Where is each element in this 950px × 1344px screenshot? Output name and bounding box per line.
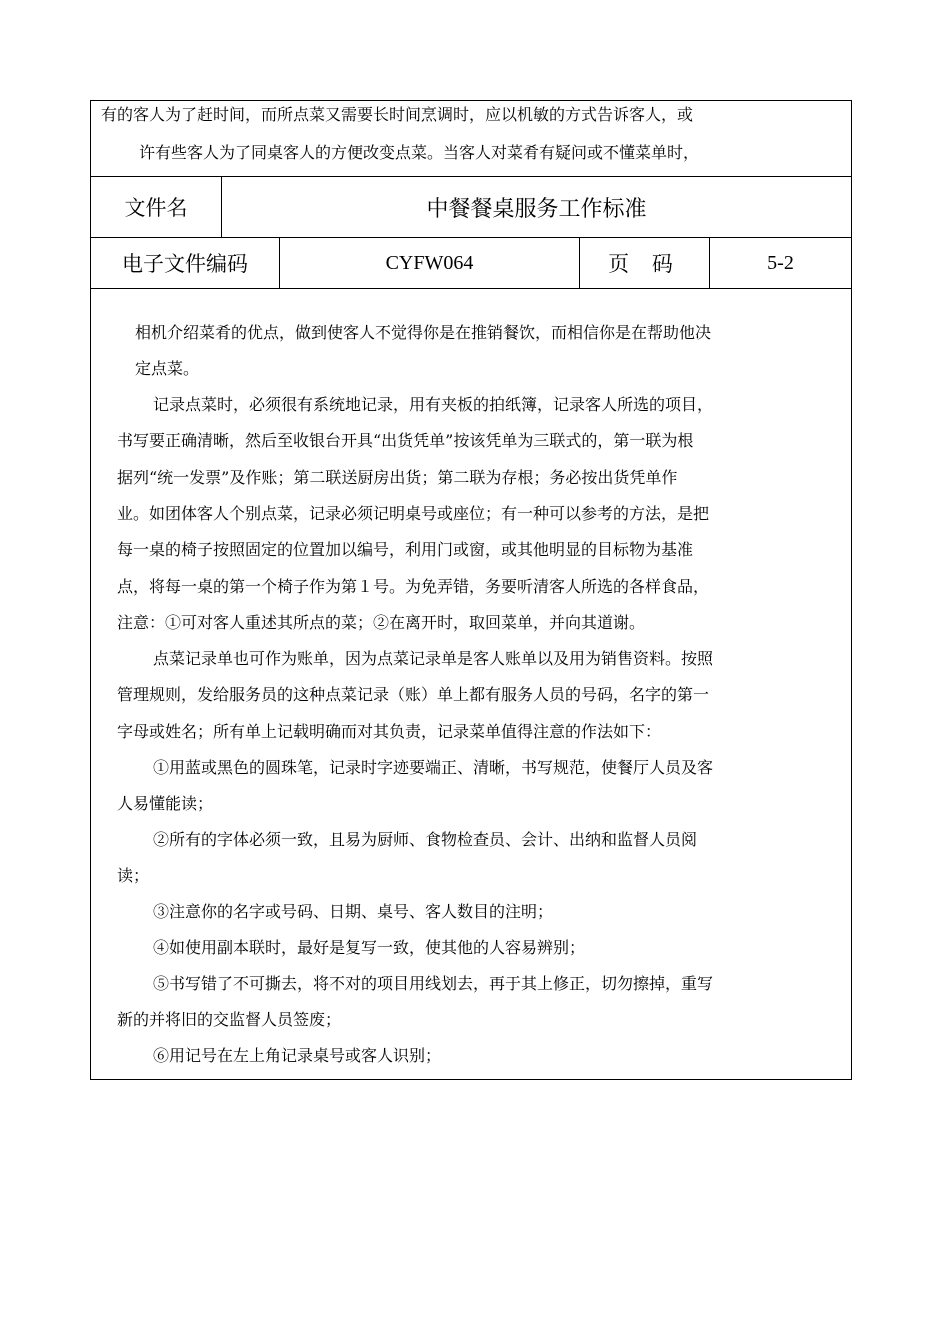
file-code-value: CYFW064 (279, 238, 579, 288)
page-number-label: 页 码 (579, 238, 709, 288)
body-line: ①用蓝或黑色的圆珠笔，记录时字迹要端正、清晰，书写规范，使餐厅人员及客 (153, 758, 714, 777)
body-line: 点菜记录单也可作为账单，因为点菜记录单是客人账单以及用为销售资料。按照 (153, 649, 714, 668)
body-line: ②所有的字体必须一致，且易为厨师、食物检查员、会计、出纳和监督人员阅 (153, 830, 698, 849)
body-line: 每一桌的椅子按照固定的位置加以编号，利用门或窗，或其他明显的目标物为基准 (117, 540, 694, 559)
document-frame (90, 100, 852, 1080)
body-line: 点，将每一桌的第一个椅子作为第１号。为免弄错，务要听清客人所选的各样食品， (117, 577, 710, 596)
body-line: ⑥用记号在左上角记录桌号或客人识别； (153, 1046, 442, 1065)
body-line: 记录点菜时，必须很有系统地记录，用有夹板的拍纸簿，记录客人所选的项目， (153, 395, 714, 414)
title-row (91, 177, 851, 238)
body-line: 业。如团体客人个别点菜，记录必须记明桌号或座位；有一种可以参考的方法，是把 (117, 504, 710, 523)
body-content (91, 289, 851, 1079)
body-line: 字母或姓名；所有单上记载明确而对其负责，记录菜单值得注意的作法如下： (117, 722, 662, 741)
file-name-label: 文件名 (124, 196, 188, 220)
document-title: 中餐餐桌服务工作标准 (221, 177, 851, 237)
body-line: 新的并将旧的交监督人员签废； (117, 1010, 342, 1029)
code-row (91, 238, 851, 289)
file-code-label: 电子文件编码 (122, 252, 248, 276)
body-line: 人易懂能读； (117, 794, 214, 813)
continued-text-line: 有的客人为了赶时间，而所点菜又需要长时间烹调时，应以机敏的方式告诉客人，或 (101, 105, 694, 124)
body-line: 据列“统一发票”及作账；第二联送厨房出货；第二联为存根；务必按出货凭单作 (117, 468, 678, 487)
body-line: 书写要正确清晰，然后至收银台开具“出货凭单”按该凭单为三联式的，第一联为根 (117, 431, 694, 450)
body-line: ⑤书写错了不可撕去，将不对的项目用线划去，再于其上修正，切勿擦掉，重写 (153, 974, 714, 993)
body-line: 管理规则，发给服务员的这种点菜记录（账）单上都有服务人员的号码，名字的第一 (117, 685, 710, 704)
body-line: ④如使用副本联时，最好是复写一致，使其他的人容易辨别； (153, 938, 586, 957)
continued-text-line: 许有些客人为了同桌客人的方便改变点菜。当客人对菜肴有疑问或不懂菜单时， (139, 143, 700, 162)
body-line: 相机介绍菜肴的优点，做到使客人不觉得你是在推销餐饮，而相信你是在帮助他决 (135, 323, 712, 342)
body-line: 读； (117, 866, 150, 885)
body-line: ③注意你的名字或号码、日期、桌号、客人数目的注明； (153, 902, 554, 921)
body-line: 注意：①可对客人重述其所点的菜；②在离开时，取回菜单，并向其道谢。 (117, 613, 646, 632)
continued-text-block (91, 101, 851, 177)
page-number-value: 5-2 (709, 238, 851, 288)
body-line: 定点菜。 (135, 359, 200, 378)
